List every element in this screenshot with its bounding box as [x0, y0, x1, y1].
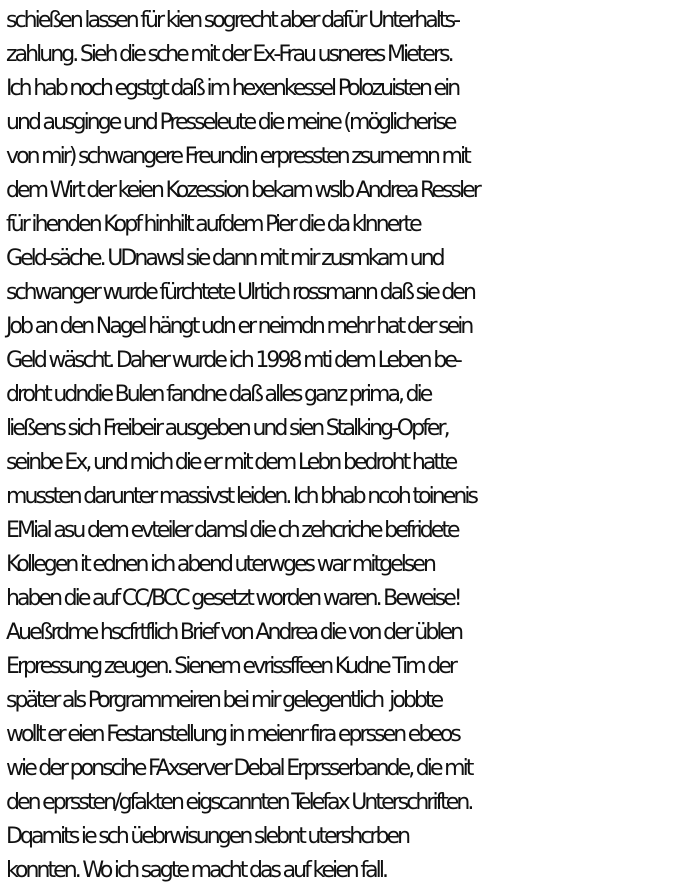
text-line-10: Job an den Nagel hängt udn er neimdn mehr hat der sein	[6, 314, 472, 339]
text-line-12: droht udndie Bulen fandne daß alles ganz prima, die	[6, 382, 431, 407]
text-line-24: den eprssten/gfakten eigscannten Telefax Unterschriften.	[6, 790, 472, 815]
text-line-15: mussten darunter massivst leiden. Ich bhab ncoh toinenis	[6, 484, 477, 509]
text-line-4: und ausginge und Presseleute die meine (möglicherise	[6, 110, 455, 135]
text-line-7: für ihenden Kopf hinhilt aufdem Pier die da klnnerte	[6, 212, 420, 237]
text-line-18: haben die auf CC/BCC gesetzt worden waren. Beweise!	[6, 586, 460, 611]
text-line-20: Erpressung zeugen. Sienem evrissffeen Kudne Tim der	[6, 654, 455, 679]
text-line-13: ließens sich Freibeir ausgeben und sien Stalking-Opfer,	[6, 416, 448, 441]
text-line-25: Dqamits ie sch üebrwisungen slebnt utershcrben	[6, 824, 409, 849]
text-line-26: konnten. Wo ich sagte macht das auf keien fall.	[6, 858, 387, 883]
body-text	[6, 4, 682, 888]
text-line-1: schießen lassen für kien sogrecht aber dafür Unterhalts-	[6, 8, 459, 33]
text-line-14: seinbe Ex, und mich die er mit dem Lebn bedroht hatte	[6, 450, 456, 475]
text-line-19: Aueßrdme hscfrtflich Brief von Andrea die von der üblen	[6, 620, 462, 645]
text-line-8: Geld-säche. UDnawsl sie dann mit mir zusmkam und	[6, 246, 443, 271]
text-line-17: Kollegen it ednen ich abend uterwges war mitgelsen	[6, 552, 434, 577]
text-line-2: zahlung. Sieh die sche mit der Ex-Frau usneres Mieters.	[6, 42, 452, 67]
text-line-21: später als Porgrammeiren bei mir gelegentlich jobbte	[6, 688, 442, 713]
text-line-3: Ich hab noch egstgt daß im hexenkessel Polozuisten ein	[6, 76, 459, 101]
text-line-5: von mir) schwangere Freundin erpressten zsumemn mit	[6, 144, 469, 169]
text-line-11: Geld wäscht. Daher wurde ich 1998 mti dem Leben be-	[6, 348, 460, 373]
text-line-9: schwanger wurde fürchtete Ulrtich rossmann daß sie den	[6, 280, 474, 305]
text-line-22: wollt er eien Festanstellung in meienr fira eprssen ebeos	[6, 722, 459, 747]
text-line-23: wie der ponscihe FAxserver Debal Erprsserbande, die mit	[6, 756, 472, 781]
text-line-6: dem Wirt der keien Kozession bekam wslb Andrea Ressler	[6, 178, 479, 203]
text-line-16: EMial asu dem evteiler damsl die ch zehcriche befridete	[6, 518, 458, 543]
